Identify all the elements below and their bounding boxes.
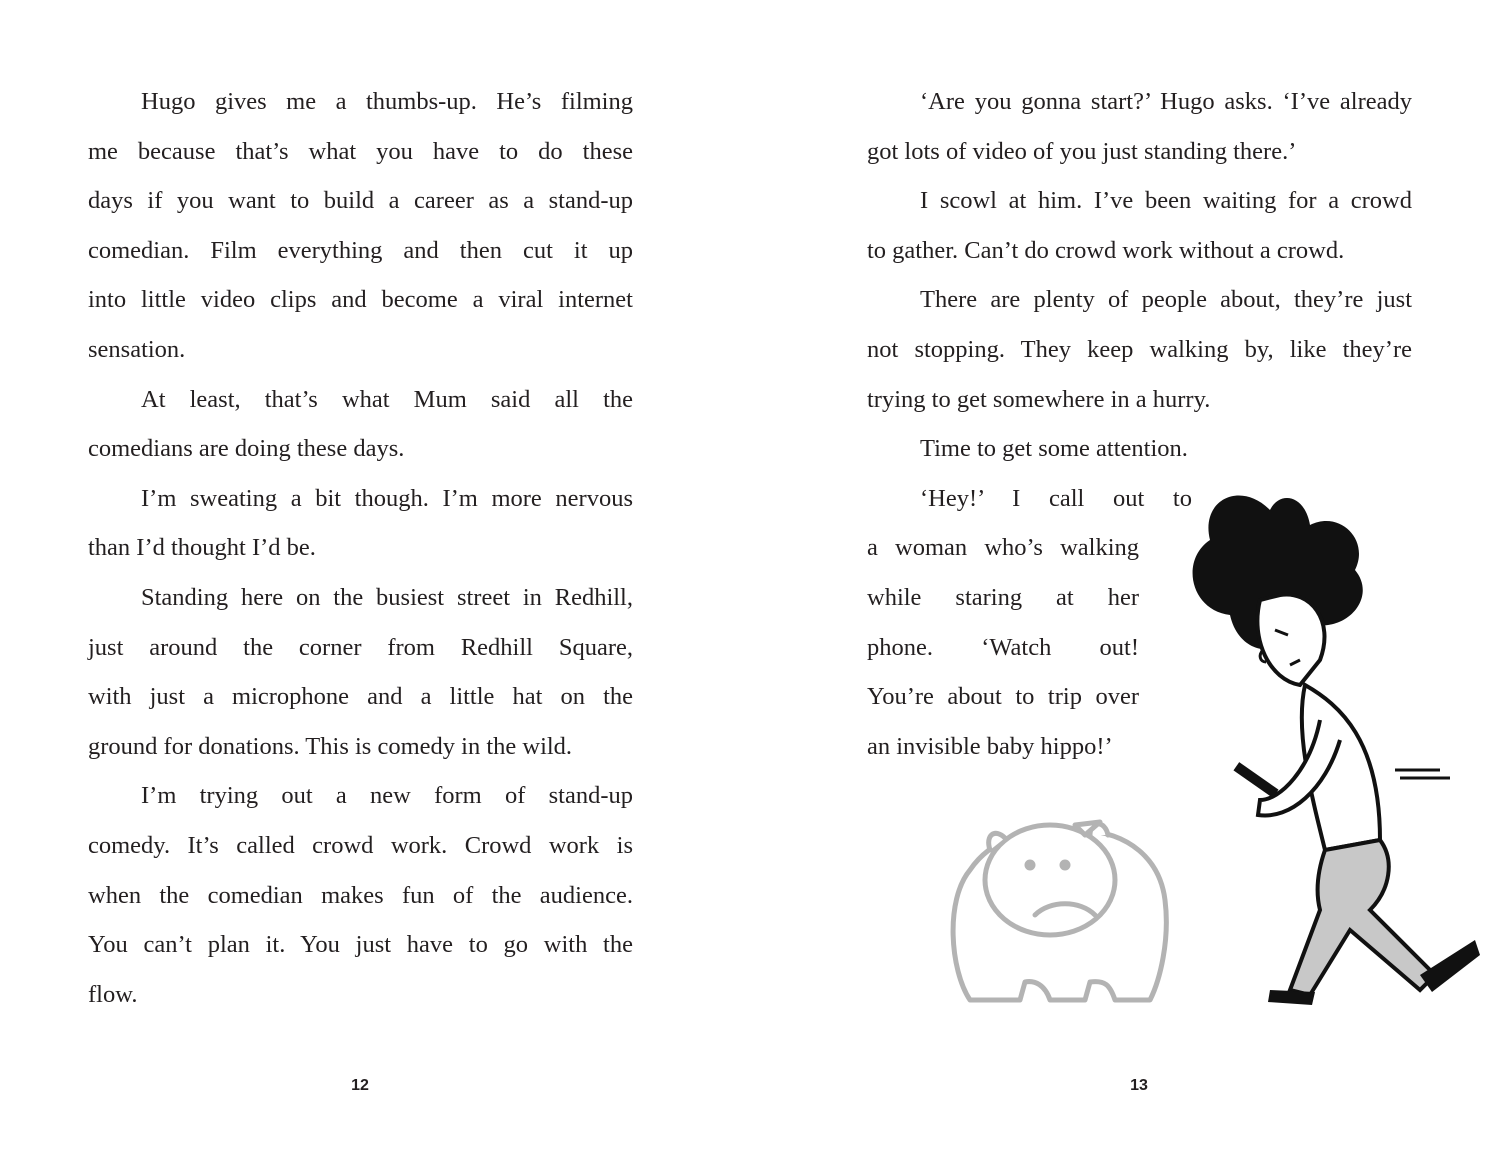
page-number-right: 13 — [1130, 1077, 1148, 1094]
text-line: with just a microphone and a little hat on the — [88, 683, 633, 711]
text-line: got lots of video of you just standing there.’ — [867, 137, 1297, 165]
text-line: than I’d thought I’d be. — [88, 534, 316, 562]
left-page-text — [88, 77, 633, 1019]
text-line: into little video clips and become a viral internet — [88, 286, 633, 314]
text-line: ‘Hey!’ I call out to — [920, 484, 1192, 512]
text-line: comedy. It’s called crowd work. Crowd work is — [88, 831, 633, 859]
text-line: ‘Are you gonna start?’ Hugo asks. ‘I’ve already — [920, 88, 1412, 115]
text-line: comedian. Film everything and then cut it up — [88, 236, 633, 264]
text-line: I’m trying out a new form of stand-up — [141, 782, 633, 810]
illustration-woman-and-hippo — [940, 470, 1500, 1030]
text-line: a woman who’s walking — [867, 534, 1139, 562]
text-line: Standing here on the busiest street in Redhill, — [141, 583, 633, 611]
text-line: not stopping. They keep walking by, like they’re — [867, 335, 1412, 363]
text-line: There are plenty of people about, they’re just — [920, 286, 1412, 314]
text-line: to gather. Can’t do crowd work without a crowd. — [867, 236, 1345, 264]
woman-illustration — [1193, 496, 1480, 1005]
text-line: I’m sweating a bit though. I’m more nervous — [141, 484, 633, 512]
text-line: At least, that’s what Mum said all the — [141, 385, 633, 413]
text-line: just around the corner from Redhill Square, — [88, 633, 633, 661]
text-line: sensation. — [88, 335, 186, 363]
text-line: days if you want to build a career as a stand-up — [88, 187, 633, 215]
text-line: trying to get somewhere in a hurry. — [867, 385, 1211, 413]
text-line: You’re about to trip over — [867, 683, 1139, 711]
text-line: ground for donations. This is comedy in the wild. — [88, 732, 573, 760]
text-line: while staring at her — [867, 583, 1139, 611]
text-line: flow. — [88, 980, 138, 1008]
page-number-left: 12 — [351, 1077, 369, 1094]
text-line: an invisible baby hippo!’ — [867, 732, 1113, 760]
text-line: when the comedian makes fun of the audience. — [88, 881, 633, 909]
text-line: Time to get some attention. — [920, 435, 1188, 463]
text-line: I scowl at him. I’ve been waiting for a crowd — [920, 187, 1412, 215]
text-line: comedians are doing these days. — [88, 435, 405, 463]
text-line: phone. ‘Watch out! — [867, 633, 1139, 661]
hippo-illustration — [953, 822, 1166, 1000]
text-line: me because that’s what you have to do these — [88, 137, 633, 165]
text-line: You can’t plan it. You just have to go with the — [88, 931, 633, 959]
text-line: Hugo gives me a thumbs-up. He’s filming — [141, 88, 633, 115]
